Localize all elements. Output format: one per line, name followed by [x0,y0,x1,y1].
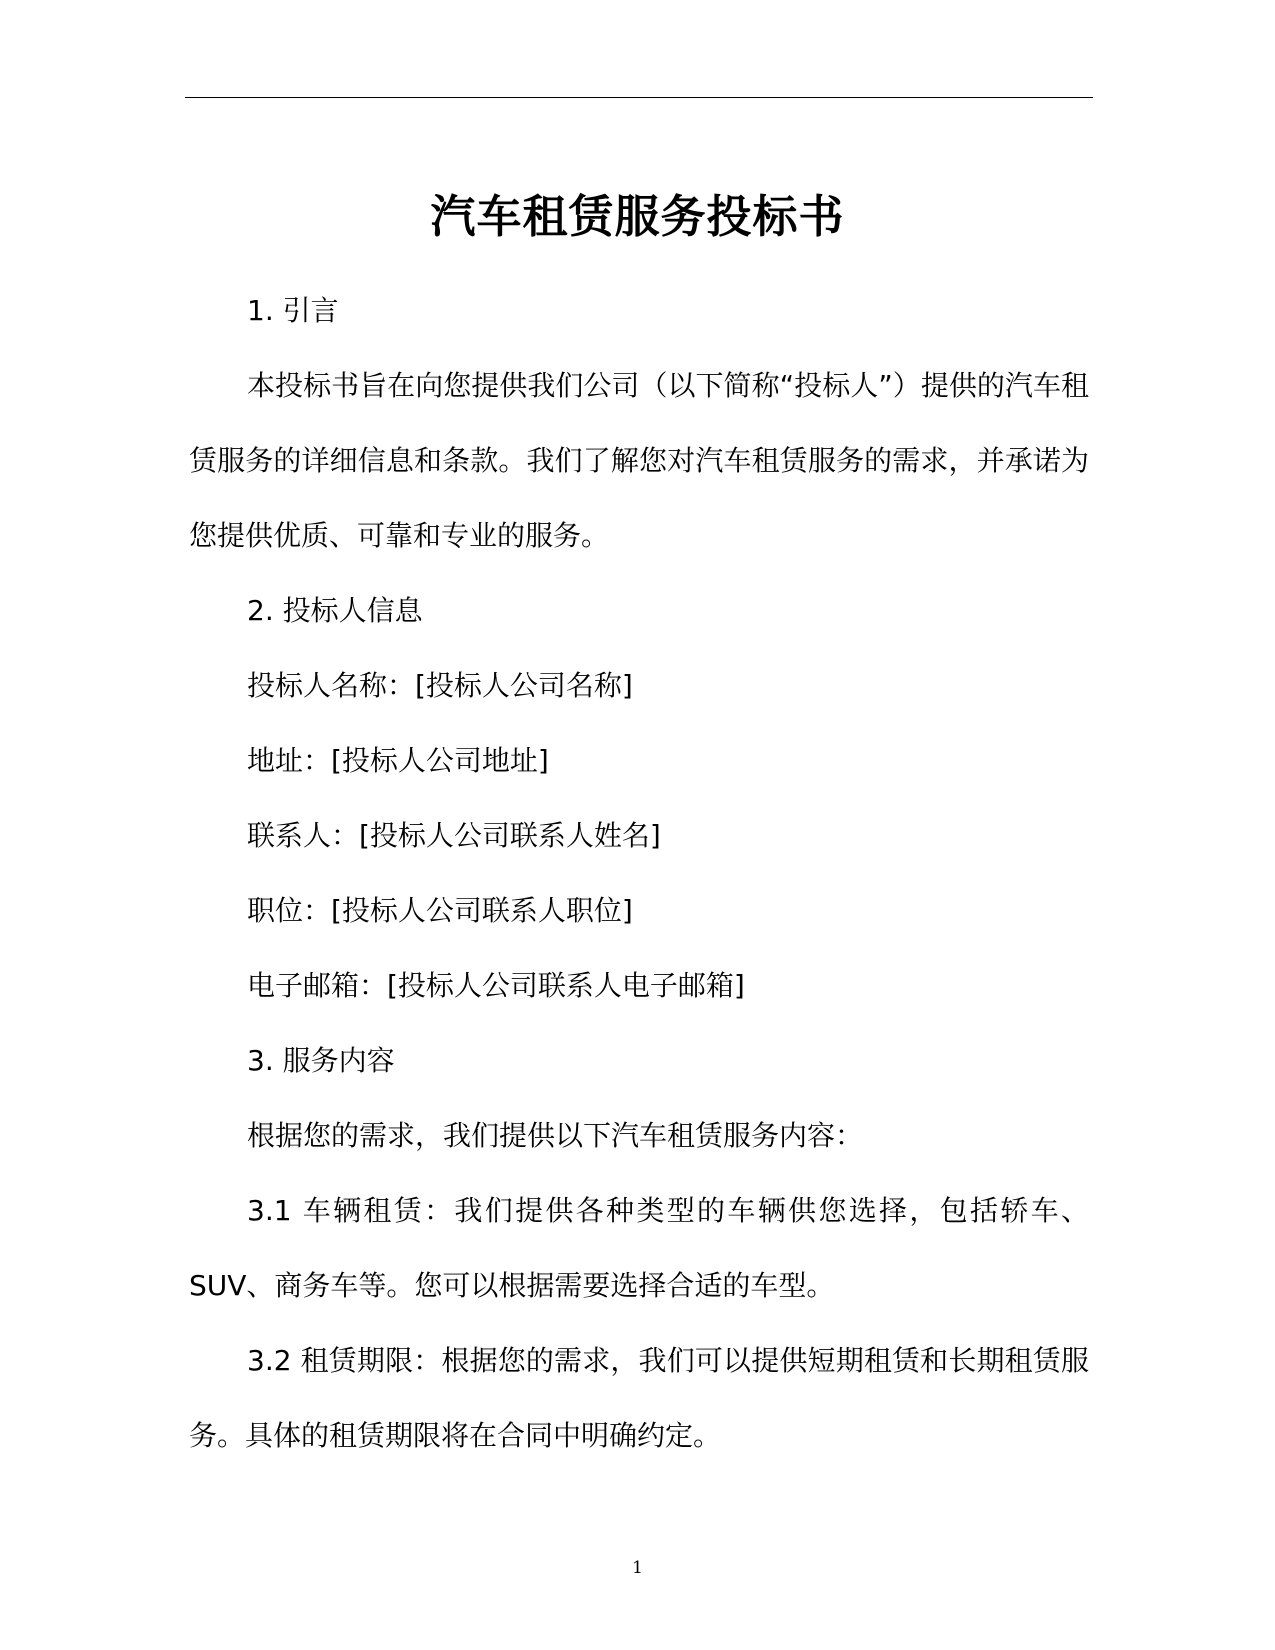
document-title: 汽车租赁服务投标书 [430,190,845,244]
bidder-address-line: 地址：[投标人公司地址] [247,744,549,777]
contact-person-line: 联系人：[投标人公司联系人姓名] [247,819,661,852]
bidder-name-line: 投标人名称：[投标人公司名称] [247,669,633,702]
document-body [189,273,1089,1473]
contact-email-line: 电子邮箱：[投标人公司联系人电子邮箱] [247,969,745,1002]
service-content-intro: 根据您的需求，我们提供以下汽车租赁服务内容： [247,1119,864,1152]
introduction-paragraph: 本投标书旨在向您提供我们公司（以下简称“投标人”）提供的汽车租赁服务的详细信息和条款。我们了解您对汽车租赁服务的需求，并承诺为您提供优质、可靠和专业的服务。 [189,369,1089,552]
service-item-vehicle-rental: 3.1 车辆租赁：我们提供各种类型的车辆供您选择，包括轿车、SUV、商务车等。您可以根据需要选择合适的车型。 [189,1194,1089,1302]
section-heading-introduction: 1. 引言 [247,294,339,327]
header-rule [185,97,1093,98]
section-heading-bidder-info: 2. 投标人信息 [247,594,423,627]
section-heading-service-content: 3. 服务内容 [247,1044,395,1077]
page-number: 1 [632,1558,643,1578]
service-item-rental-term: 3.2 租赁期限：根据您的需求，我们可以提供短期租赁和长期租赁服务。具体的租赁期限将在合同中明确约定。 [189,1344,1089,1452]
contact-position-line: 职位：[投标人公司联系人职位] [247,894,633,927]
